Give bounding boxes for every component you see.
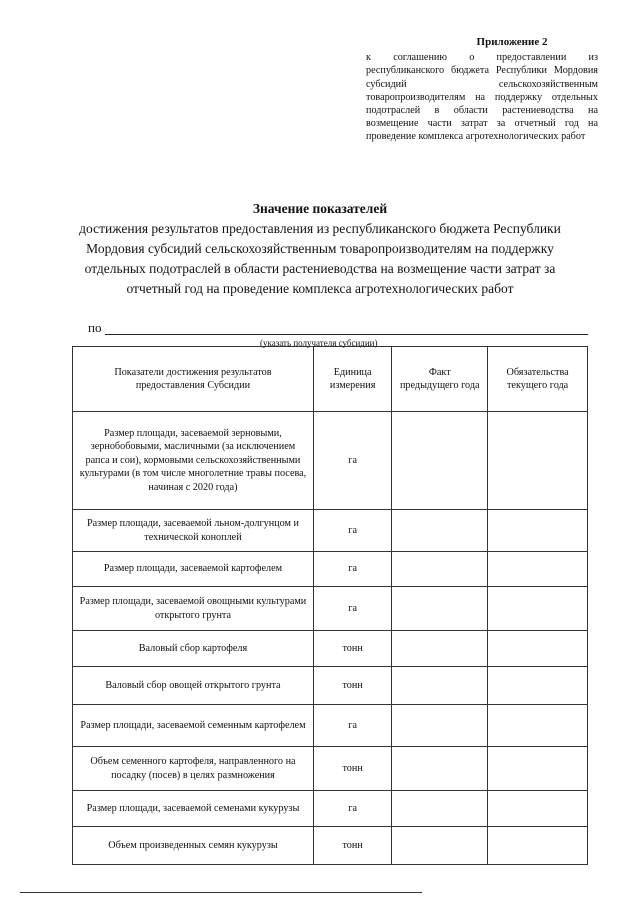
recipient-fill-line bbox=[105, 334, 588, 335]
recipient-hint: (указать получателя субсидии) bbox=[260, 338, 378, 348]
obligation-cell[interactable] bbox=[488, 412, 588, 510]
obligation-cell[interactable] bbox=[488, 705, 588, 747]
indicator-cell: Размер площади, засеваемой зерновыми, зернобобовыми, масличными (за исключением рапса и сои), кормовыми сельскохозяйственными культурами (в том числе многолетние травы посева, начиная с 2020 года) bbox=[73, 412, 314, 510]
appendix-title: Приложение 2 bbox=[476, 36, 548, 48]
unit-cell: га bbox=[313, 705, 391, 747]
document-title: Значение показателей bbox=[252, 201, 388, 216]
indicator-cell: Размер площади, засеваемой семенами кукурузы bbox=[73, 791, 314, 827]
obligation-cell[interactable] bbox=[488, 667, 588, 705]
fact-cell[interactable] bbox=[392, 747, 488, 791]
recipient-line bbox=[88, 320, 588, 338]
obligation-cell[interactable] bbox=[488, 791, 588, 827]
table-row bbox=[73, 412, 588, 510]
table-row bbox=[73, 705, 588, 747]
table-row bbox=[73, 827, 588, 865]
recipient-prefix: по bbox=[88, 320, 102, 335]
header-obligation: Обязательства текущего года bbox=[488, 347, 588, 412]
table-row bbox=[73, 791, 588, 827]
unit-cell: га bbox=[313, 587, 391, 631]
fact-cell[interactable] bbox=[392, 412, 488, 510]
fact-cell[interactable] bbox=[392, 552, 488, 587]
unit-cell: тонн bbox=[313, 667, 391, 705]
fact-cell[interactable] bbox=[392, 631, 488, 667]
indicator-cell: Размер площади, засеваемой картофелем bbox=[73, 552, 314, 587]
header-unit: Единица измерения bbox=[313, 347, 391, 412]
document-heading bbox=[60, 200, 580, 299]
table-header-row bbox=[73, 347, 588, 412]
indicator-cell: Размер площади, засеваемой овощными культурами открытого грунта bbox=[73, 587, 314, 631]
fact-cell[interactable] bbox=[392, 510, 488, 552]
unit-cell: га bbox=[313, 791, 391, 827]
table-row bbox=[73, 552, 588, 587]
unit-cell: га bbox=[313, 552, 391, 587]
table-row bbox=[73, 510, 588, 552]
obligation-cell[interactable] bbox=[488, 587, 588, 631]
indicator-cell: Валовый сбор овощей открытого грунта bbox=[73, 667, 314, 705]
fact-cell[interactable] bbox=[392, 587, 488, 631]
unit-cell: тонн bbox=[313, 827, 391, 865]
obligation-cell[interactable] bbox=[488, 747, 588, 791]
header-indicator: Показатели достижения результатов предоставления Субсидии bbox=[73, 347, 314, 412]
obligation-cell[interactable] bbox=[488, 552, 588, 587]
header-fact: Факт предыдущего года bbox=[392, 347, 488, 412]
unit-cell: га bbox=[313, 510, 391, 552]
obligation-cell[interactable] bbox=[488, 827, 588, 865]
indicator-cell: Размер площади, засеваемой льном-долгунцом и технической коноплей bbox=[73, 510, 314, 552]
table-row bbox=[73, 667, 588, 705]
unit-cell: тонн bbox=[313, 631, 391, 667]
fact-cell[interactable] bbox=[392, 827, 488, 865]
fact-cell[interactable] bbox=[392, 667, 488, 705]
obligation-cell[interactable] bbox=[488, 631, 588, 667]
indicators-table bbox=[72, 346, 588, 865]
fact-cell[interactable] bbox=[392, 791, 488, 827]
appendix-text: к соглашению о предоставлении из республиканского бюджета Республики Мордовия субсидий сельскохозяйственным товаропроизводителям на поддержку отдельных подотраслей в области растениеводства на возмещение части затрат за отчетный год на проведение комплекса агротехнологических работ bbox=[366, 52, 598, 143]
indicator-cell: Объем семенного картофеля, направленного на посадку (посев) в целях размножения bbox=[73, 747, 314, 791]
table-row bbox=[73, 747, 588, 791]
document-subtitle: достижения результатов предоставления из республиканского бюджета Республики Мордовия субсидий сельскохозяйственным товаропроизводителям на поддержку отдельных подотраслей в области растениеводства на возмещение части затрат за отчетный год на проведение комплекса агротехнологических работ bbox=[79, 221, 561, 296]
indicator-cell: Размер площади, засеваемой семенным картофелем bbox=[73, 705, 314, 747]
fact-cell[interactable] bbox=[392, 705, 488, 747]
unit-cell: га bbox=[313, 412, 391, 510]
indicator-cell: Объем произведенных семян кукурузы bbox=[73, 827, 314, 865]
table-row bbox=[73, 631, 588, 667]
indicator-cell: Валовый сбор картофеля bbox=[73, 631, 314, 667]
table-row bbox=[73, 587, 588, 631]
unit-cell: тонн bbox=[313, 747, 391, 791]
obligation-cell[interactable] bbox=[488, 510, 588, 552]
appendix-block bbox=[366, 36, 598, 144]
footnote-divider bbox=[20, 892, 422, 893]
